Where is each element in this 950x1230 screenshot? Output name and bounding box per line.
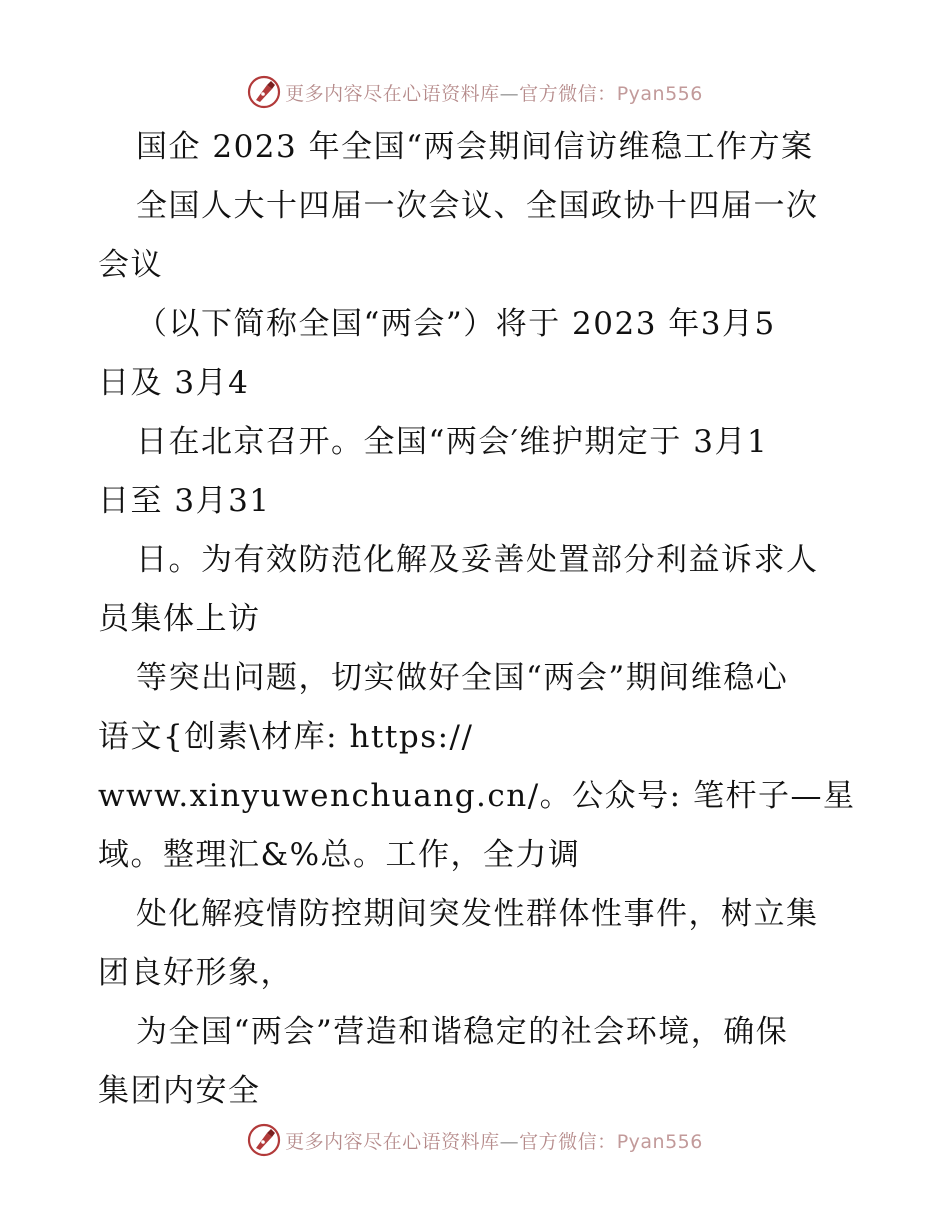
pen-nib-logo-icon <box>247 75 281 109</box>
document-line: www.xinyuwenchuang.cn/。公众号: 笔杆子—星 <box>98 778 856 814</box>
document-line: 日在北京召开。全国“两会′维护期定于 3月1 <box>136 424 769 460</box>
banner-text: 更多内容尽在心语资料库—官方微信：Pyan556 <box>285 1130 703 1153</box>
document-line: 语文{创素\材库: https:// <box>98 719 474 755</box>
header-banner <box>0 72 950 112</box>
document-line: 员集体上访 <box>98 601 261 637</box>
document-line: 集团内安全 <box>98 1073 261 1109</box>
document-line: 日至 3月31 <box>98 483 271 519</box>
document-line: 为全国“两会”营造和谐稳定的社会环境，确保 <box>136 1014 789 1050</box>
document-body <box>98 118 858 1121</box>
document-line: 团良好形象， <box>98 955 293 991</box>
document-line: 等突出问题，切实做好全国“两会”期间维稳心 <box>136 660 789 696</box>
document-line: 会议 <box>98 247 163 283</box>
document-title: 国企 2023 年全国“两会期间信访维稳工作方案 <box>136 129 814 165</box>
document-line: 域。整理汇&%总。工作，全力调 <box>98 837 581 873</box>
document-line: 日。为有效防范化解及妥善处置部分利益诉求人 <box>136 542 819 578</box>
document-line: 全国人大十四届一次会议、全国政协十四届一次 <box>136 188 819 224</box>
pen-nib-logo-icon <box>247 1123 281 1157</box>
document-line: （以下简称全国“两会”）将于 2023 年3月5 <box>136 306 776 342</box>
footer-banner <box>0 1120 950 1160</box>
banner-text: 更多内容尽在心语资料库—官方微信：Pyan556 <box>285 82 703 105</box>
document-line: 日及 3月4 <box>98 365 250 401</box>
document-line: 处化解疫情防控期间突发性群体性事件，树立集 <box>136 896 819 932</box>
